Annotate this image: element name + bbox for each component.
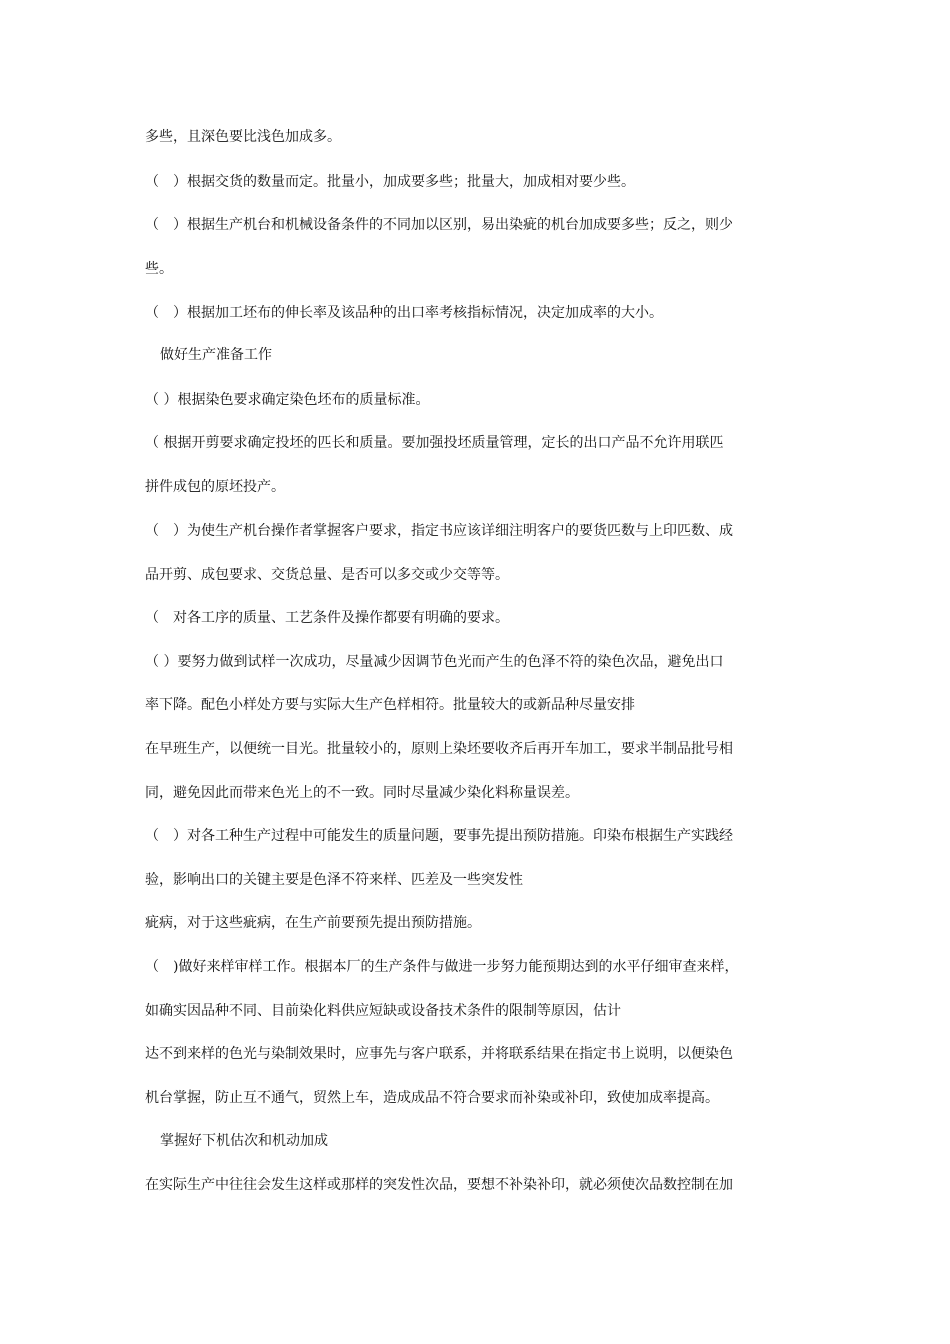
paragraph-line: （ 对各工序的质量、工艺条件及操作都要有明确的要求。 — [145, 610, 509, 626]
paragraph-line: （ ）根据加工坯布的伸长率及该品种的出口率考核指标情况，决定加成率的大小。 — [145, 305, 663, 321]
paragraph-line: 多些，且深色要比浅色加成多。 — [145, 129, 341, 145]
paragraph-line: 品开剪、成包要求、交货总量、是否可以多交或少交等等。 — [145, 567, 509, 583]
paragraph-line: 达不到来样的色光与染制效果时，应事先与客户联系，并将联系结果在指定书上说明，以便染色 — [145, 1046, 733, 1062]
paragraph-line: 率下降。配色小样处方要与实际大生产色样相符。批量较大的或新品种尽量安排 — [145, 697, 635, 713]
paragraph-line: 拼件成包的原坯投产。 — [145, 479, 285, 495]
paragraph-line: 在早班生产，以便统一目光。批量较小的，原则上染坯要收齐后再开车加工，要求半制品批号相 — [145, 741, 733, 757]
paragraph-line: 同，避免因此而带来色光上的不一致。同时尽量减少染化料称量误差。 — [145, 785, 579, 801]
paragraph-line: （ ）要努力做到试样一次成功，尽量减少因调节色光而产生的色泽不符的染色次品，避免出口 — [145, 654, 724, 670]
section-heading: 掌握好下机估次和机动加成 — [160, 1133, 328, 1149]
paragraph-line: 在实际生产中往往会发生这样或那样的突发性次品，要想不补染补印，就必须使次品数控制在加 — [145, 1177, 733, 1193]
section-heading: 做好生产准备工作 — [160, 347, 272, 363]
paragraph-line: （ 根据开剪要求确定投坯的匹长和质量。要加强投坯质量管理，定长的出口产品不允许用联匹 — [145, 435, 724, 451]
paragraph-line: （ ）根据交货的数量而定。批量小，加成要多些；批量大，加成相对要少些。 — [145, 174, 635, 190]
paragraph-line: 些。 — [145, 261, 173, 277]
paragraph-line: （ ）对各工种生产过程中可能发生的质量问题，要事先提出预防措施。印染布根据生产实践经 — [145, 828, 733, 844]
paragraph-line: （ ）根据生产机台和机械设备条件的不同加以区别，易出染疵的机台加成要多些；反之，则少 — [145, 217, 733, 233]
paragraph-line: 如确实因品种不同、目前染化料供应短缺或设备技术条件的限制等原因，估计 — [145, 1003, 621, 1019]
paragraph-line: （ ）根据染色要求确定染色坯布的质量标准。 — [145, 392, 430, 408]
paragraph-line: 验，影响出口的关键主要是色泽不符来样、匹差及一些突发性 — [145, 872, 523, 888]
paragraph-line: （ )做好来样审样工作。根据本厂的生产条件与做进一步努力能预期达到的水平仔细审查来样， — [145, 959, 739, 975]
paragraph-line: 疵病，对于这些疵病，在生产前要预先提出预防措施。 — [145, 915, 481, 931]
paragraph-line: 机台掌握，防止互不通气，贸然上车，造成成品不符合要求而补染或补印，致使加成率提高。 — [145, 1090, 719, 1106]
paragraph-line: （ ）为使生产机台操作者掌握客户要求，指定书应该详细注明客户的要货匹数与上印匹数、成 — [145, 523, 733, 539]
